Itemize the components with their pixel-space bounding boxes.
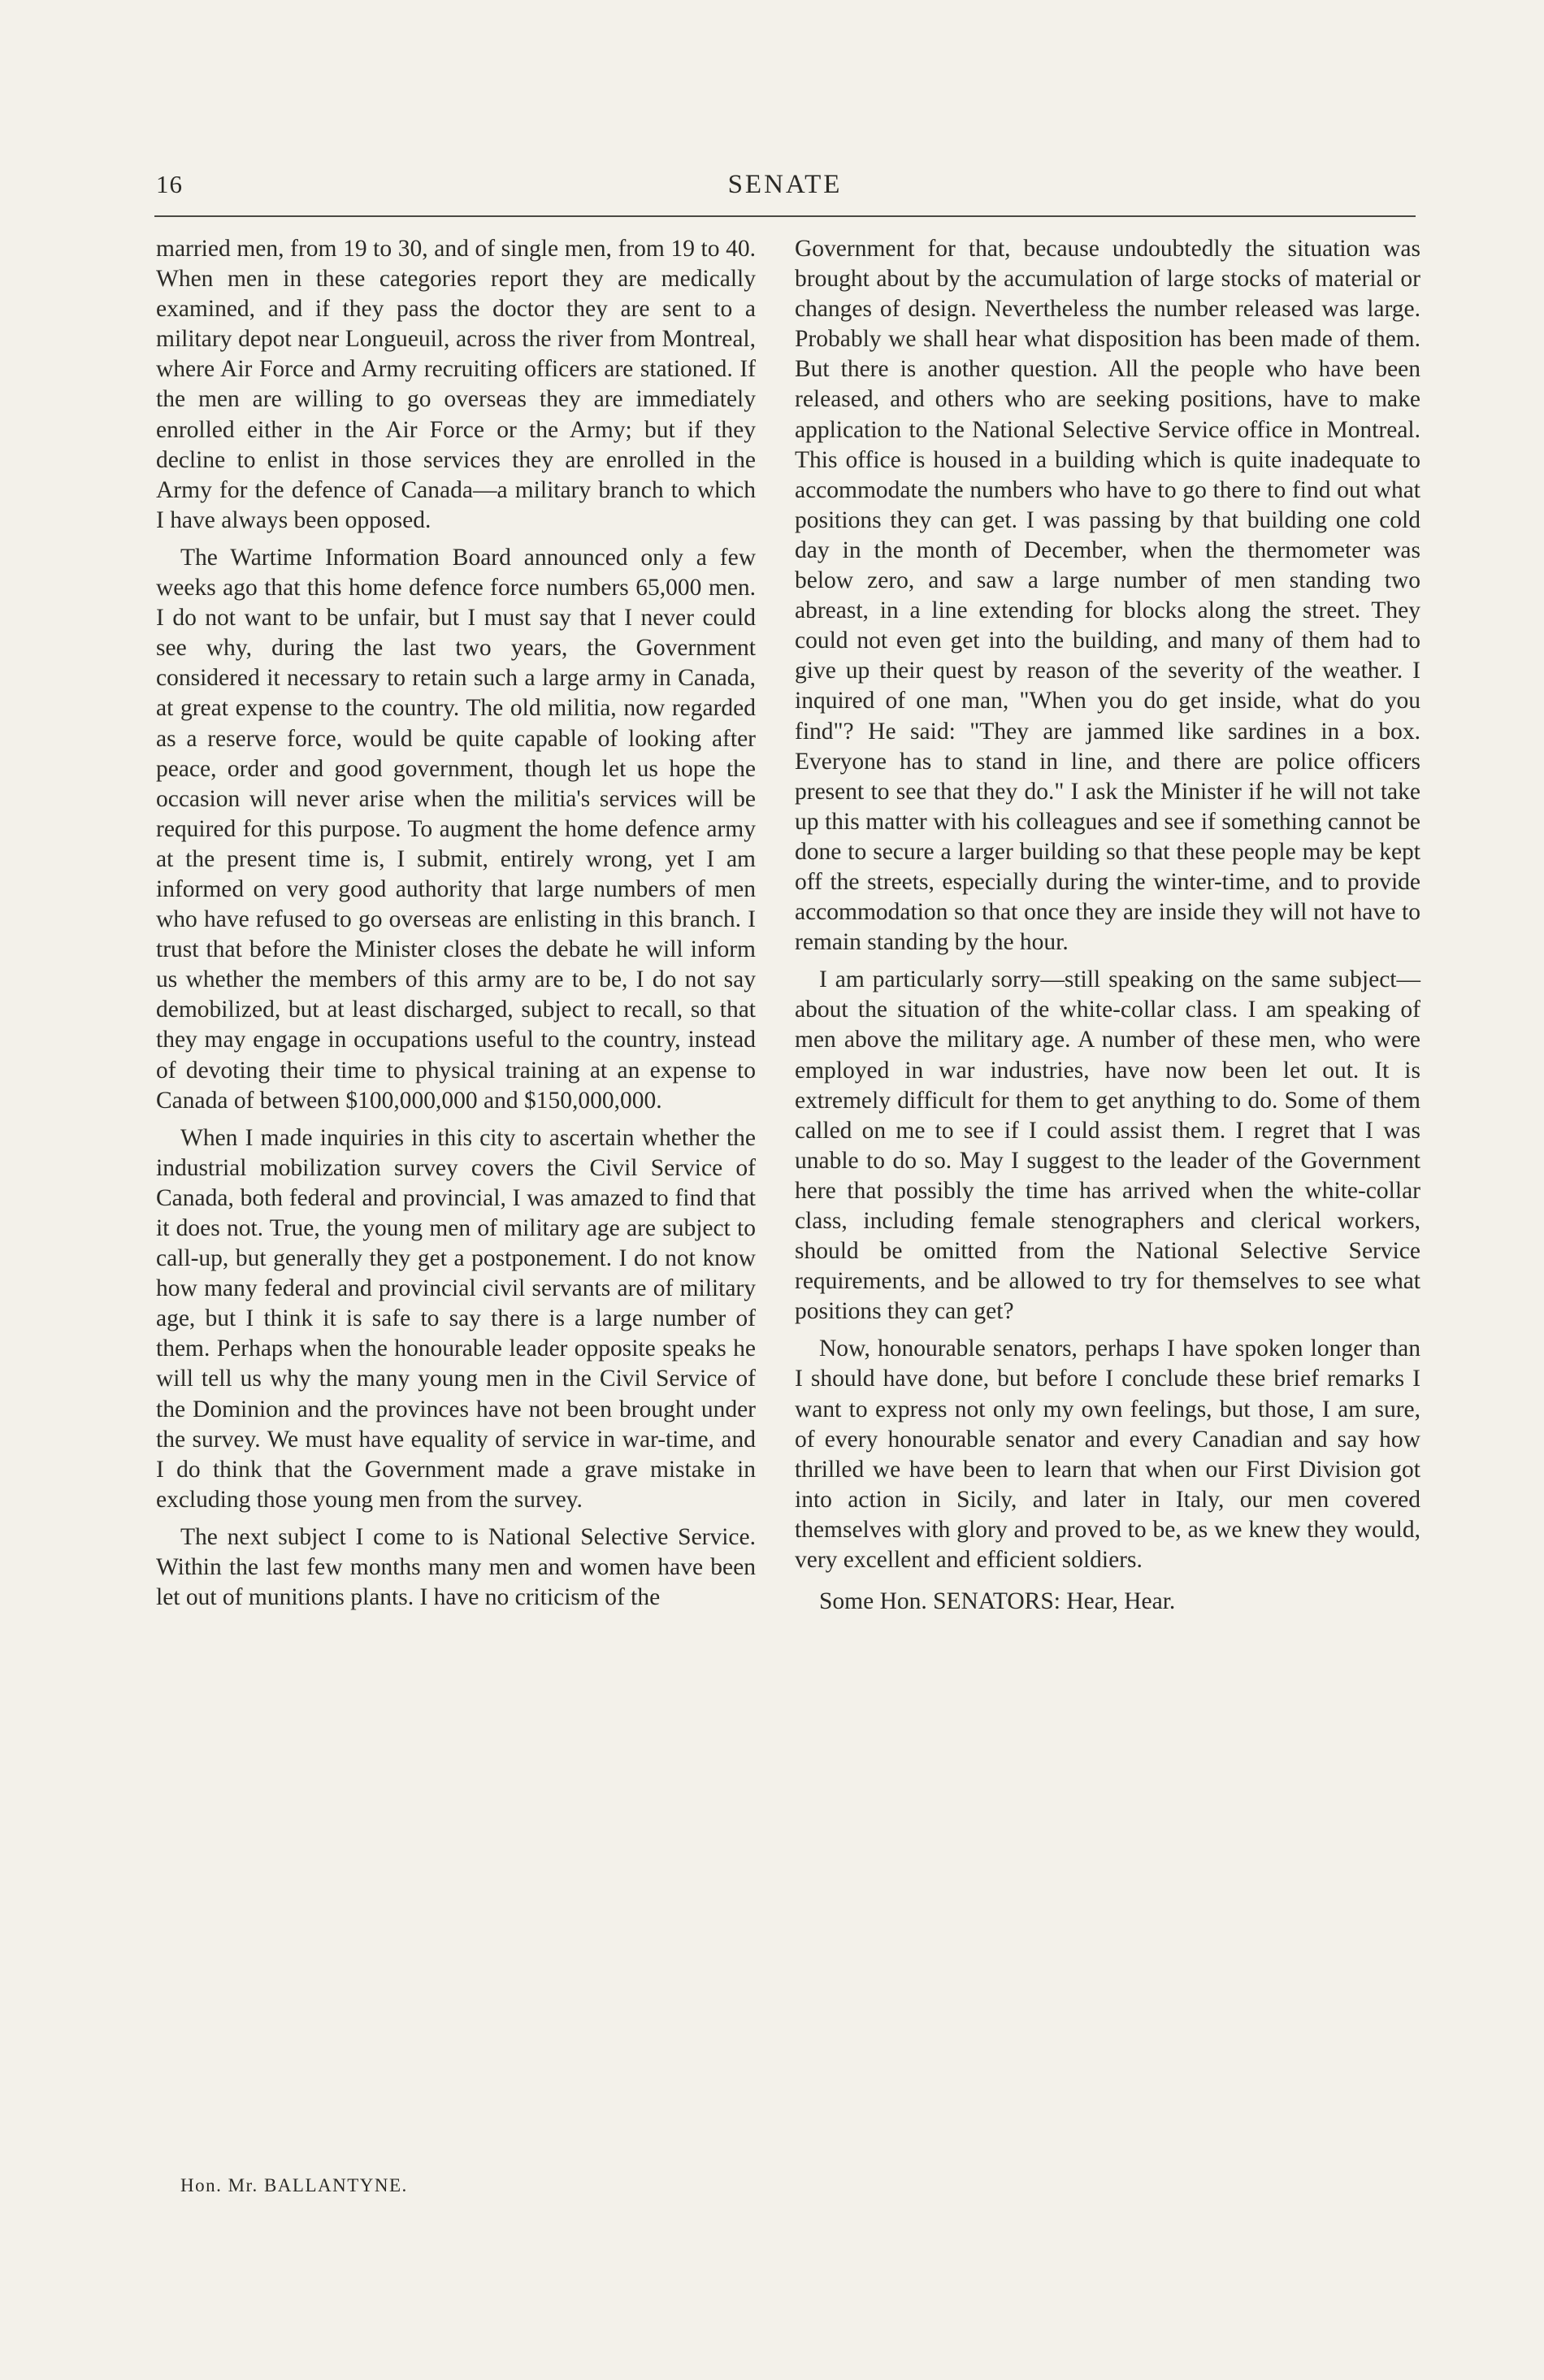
paragraph: Government for that, because undoubtedly the situation was brought about by the accumulation of large stocks of material or changes of design. Nevertheless the number released was large. Probably we shall hear what disposition has been made of them. But there is another question. All the people who have been released, and others who are seeking positions, have to make application to the National Selective Service office in Montreal. This office is housed in a building which is quite inadequate to accommodate the numbers who have to go there to find out what positions they can get. I was passing by that building one cold day in the month of December, when the thermometer was below zero, and saw a large number of men standing two abreast, in a line extending for blocks along the street. They could not even get into the building, and many of them had to give up their quest by reason of the severity of the weather. I inquired of one man, "When you do get inside, what do you find"? He said: "They are jammed like sardines in a box. Everyone has to stand in line, and there are police officers present to see that they do." I ask the Minister if he will not take up this matter with his colleagues and see if something cannot be done to secure a larger building so that these people may be kept off the streets, especially during the winter-time, and to provide accommodation so that once they are inside they will not have to remain standing by the hour. (795, 236, 1420, 956)
paragraph: The next subject I come to is National Selective Service. Within the last few months many men and women have been let out of munitions plants. I have no criticism of the (156, 1523, 756, 1611)
paragraph: I am particularly sorry—still speaking on the same subject—about the situation of the white-collar class. I am speaking of men above the military age. A number of these men, who were employed in war industries, have now been let out. It is extremely difficult for them to get anything to do. Some of them called on me to see if I could assist them. I regret that I was unable to do so. May I suggest to the leader of the Government here that possibly the time has arrived when the white-collar class, including female stenographers and clerical workers, should be omitted from the National Selective Service requirements, and be allowed to try for themselves to see what positions they can get? (795, 966, 1420, 1325)
footer-speaker-line: Hon. Mr. BALLANTYNE. (180, 2175, 408, 2195)
paragraph: married men, from 19 to 30, and of single men, from 19 to 40. When men in these categories report they are medically examined, and if they pass the doctor they are sent to a military depot near Longueuil, across the river from Montreal, where Air Force and Army recruiting officers are stationed. If the men are willing to go overseas they are immediately enrolled either in the Air Force or the Army; but if they decline to enlist in those services they are enrolled in the Army for the defence of Canada—a military branch to which I have always been opposed. (156, 236, 756, 533)
page-header (154, 167, 1416, 212)
paragraph: The Wartime Information Board announced only a few weeks ago that this home defence force numbers 65,000 men. I do not want to be unfair, but I must say that I never could see why, during the last two years, the Government considered it necessary to retain such a large army in Canada, at great expense to the country. The old militia, now regarded as a reserve force, would be quite capable of looking after peace, order and good government, though let us hope the occasion will never arise when the militia's services will be required for this purpose. To augment the home defence army at the present time is, I submit, entirely wrong, yet I am informed on very good authority that large numbers of men who have refused to go overseas are enlisting in this branch. I trust that before the Minister closes the debate he will inform us whether the members of this army are to be, I do not say demobilized, but at least discharged, subject to recall, so that they may engage in occupations useful to the country, instead of devoting their time to physical training at an expense to Canada of between $100,000,000 and $150,000,000. (156, 544, 756, 1114)
paragraph: Now, honourable senators, perhaps I have spoken longer than I should have done, but before I conclude these brief remarks I want to express not only my own feelings, but those, I am sure, of every honourable senator and every Canadian and say how thrilled we have been to learn that when our First Division got into action in Sicily, and later in Italy, our men covered themselves with glory and proved to be, as we knew they would, very excellent and efficient soldiers. (795, 1335, 1420, 1574)
page-number: 16 (156, 170, 183, 198)
left-column (156, 234, 756, 1620)
interjection: Some Hon. SENATORS: Hear, Hear. (819, 1588, 1176, 1615)
right-column (795, 234, 1420, 1624)
running-head: SENATE (727, 170, 843, 199)
header-rule (154, 215, 1416, 217)
paragraph: When I made inquiries in this city to ascertain whether the industrial mobilization survey covers the Civil Service of Canada, both federal and provincial, I was amazed to find that it does not. True, the young men of military age are subject to call-up, but generally they get a postponement. I do not know how many federal and provincial civil servants are of military age, but I think it is safe to say there is a large number of them. Perhaps when the honourable leader opposite speaks he will tell us why the many young men in the Civil Service of the Dominion and the provinces have not been brought under the survey. We must have equality of service in war-time, and I do think that the Government made a grave mistake in excluding those young men from the survey. (156, 1124, 756, 1513)
